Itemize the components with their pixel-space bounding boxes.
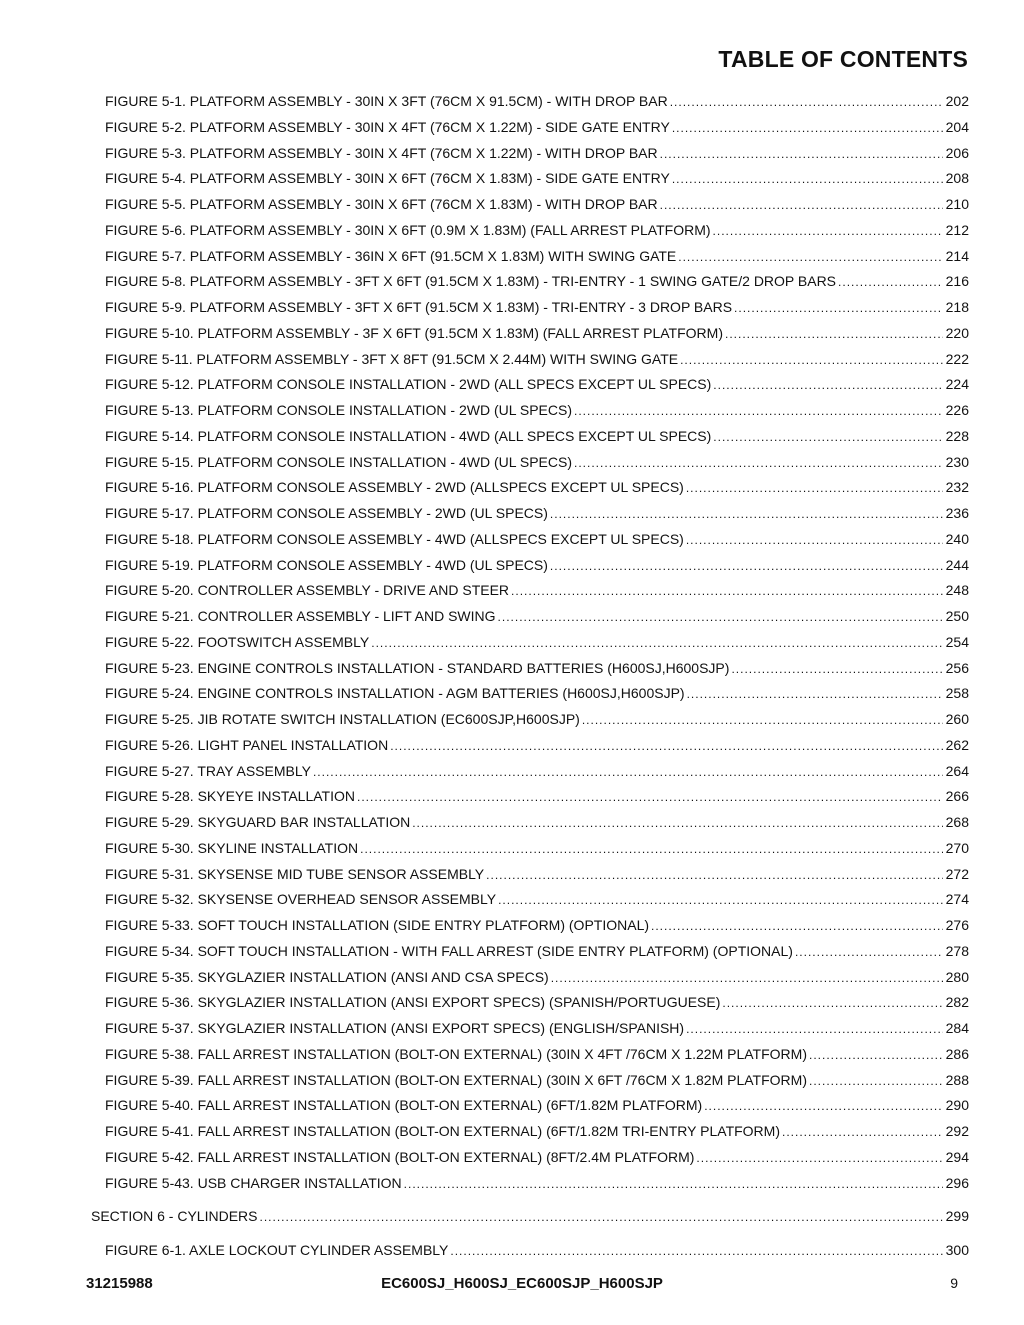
entry-title: FIGURE 5-35. SKYGLAZIER INSTALLATION (ANSI AND CSA SPECS): [105, 968, 549, 985]
toc-entry[interactable]: [91, 836, 969, 862]
entry-page-number: 276: [945, 917, 969, 933]
toc-entry[interactable]: [91, 681, 969, 707]
entry-page-number: 294: [945, 1148, 969, 1165]
entry-title: FIGURE 5-43. USB CHARGER INSTALLATION: [105, 1174, 402, 1191]
entry-page-number: 204: [945, 118, 969, 135]
entry-page-number: 296: [945, 1174, 969, 1191]
entry-title: FIGURE 5-23. ENGINE CONTROLS INSTALLATION - STANDARD BATTERIES (H600SJ,H600SJP): [105, 659, 730, 676]
entry-page-number: 206: [945, 144, 969, 161]
toc-entry[interactable]: [91, 424, 969, 450]
entry-title: FIGURE 5-32. SKYSENSE OVERHEAD SENSOR ASSEMBLY: [105, 891, 497, 908]
dot-leader: [357, 784, 943, 810]
entry-page-number: 228: [945, 427, 969, 444]
entry-title: FIGURE 5-11. PLATFORM ASSEMBLY - 3FT X 8FT (91.5CM X 2.44M) WITH SWING GATE: [105, 350, 679, 367]
dot-leader: [486, 862, 942, 888]
dot-leader: [313, 759, 943, 785]
toc-entry[interactable]: [91, 450, 969, 476]
entry-page-number: 214: [945, 247, 969, 264]
toc-entry[interactable]: [91, 89, 969, 115]
toc-entry[interactable]: [91, 939, 969, 965]
entry-page-number: 264: [945, 762, 969, 779]
dot-leader: [412, 810, 942, 836]
entry-title: FIGURE 5-31. SKYSENSE MID TUBE SENSOR ASSEMBLY: [105, 865, 485, 882]
entry-title: FIGURE 5-30. SKYLINE INSTALLATION: [105, 839, 359, 856]
entry-title: FIGURE 5-2. PLATFORM ASSEMBLY - 30IN X 4FT (76CM X 1.22M) - SIDE GATE ENTRY: [105, 118, 670, 135]
dot-leader: [511, 578, 943, 604]
entry-page-number: 272: [945, 865, 969, 882]
entry-page-number: 222: [945, 350, 969, 367]
toc-entry[interactable]: [91, 553, 969, 579]
dot-leader: [550, 553, 943, 579]
toc-entry[interactable]: [91, 398, 969, 424]
entry-title: FIGURE 5-18. PLATFORM CONSOLE ASSEMBLY - 4WD (ALLSPECS EXCEPT UL SPECS): [105, 530, 684, 547]
toc-entry[interactable]: [91, 527, 969, 553]
entry-page-number: 210: [945, 196, 969, 212]
dot-leader: [678, 244, 942, 270]
entry-page-number: 292: [945, 1123, 969, 1139]
entry-page-number: 274: [945, 891, 969, 908]
toc-entry[interactable]: [91, 1171, 969, 1197]
dot-leader: [809, 1068, 943, 1094]
entry-title: FIGURE 6-1. AXLE LOCKOUT CYLINDER ASSEMBLY: [105, 1242, 449, 1258]
dot-leader: [582, 707, 943, 733]
dot-leader: [651, 913, 943, 939]
entry-title: FIGURE 5-9. PLATFORM ASSEMBLY - 3FT X 6FT (91.5CM X 1.83M) - TRI-ENTRY - 3 DROP BARS: [105, 299, 733, 315]
entry-title: FIGURE 5-42. FALL ARREST INSTALLATION (BOLT-ON EXTERNAL) (8FT/2.4M PLATFORM): [105, 1148, 695, 1165]
toc-entry[interactable]: [91, 372, 969, 398]
toc-entry[interactable]: [91, 1145, 969, 1171]
entry-title: FIGURE 5-33. SOFT TOUCH INSTALLATION (SIDE ENTRY PLATFORM) (OPTIONAL): [105, 917, 650, 933]
toc-entry[interactable]: [91, 630, 969, 656]
entry-title: FIGURE 5-24. ENGINE CONTROLS INSTALLATION - AGM BATTERIES (H600SJ,H600SJP): [105, 685, 685, 702]
entry-page-number: 280: [945, 968, 969, 985]
entry-page-number: 240: [945, 530, 969, 547]
entry-title: FIGURE 5-38. FALL ARREST INSTALLATION (BOLT-ON EXTERNAL) (30IN X 4FT /76CM X 1.22M PLATFORM): [105, 1045, 807, 1062]
entry-page-number: 232: [945, 479, 969, 496]
dot-leader: [660, 141, 943, 167]
toc-section-entry[interactable]: [91, 1204, 969, 1230]
page-number: 9: [950, 1275, 958, 1291]
toc-entry[interactable]: [91, 990, 969, 1016]
dot-leader: [686, 1016, 943, 1042]
toc-entry[interactable]: [91, 965, 969, 991]
toc-entry[interactable]: [91, 166, 969, 192]
toc-entry[interactable]: [91, 475, 969, 501]
entry-page-number: 278: [945, 942, 969, 959]
entry-page-number: 299: [945, 1208, 969, 1225]
entry-title: FIGURE 5-41. FALL ARREST INSTALLATION (BOLT-ON EXTERNAL) (6FT/1.82M TRI-ENTRY PLATFORM): [105, 1123, 780, 1139]
dot-leader: [498, 887, 943, 913]
toc-entry[interactable]: [91, 810, 969, 836]
toc-entry[interactable]: [91, 295, 969, 321]
toc-entry[interactable]: [91, 218, 969, 244]
dot-leader: [670, 89, 943, 115]
dot-leader: [722, 990, 942, 1016]
dot-leader: [795, 939, 943, 965]
entry-page-number: 270: [945, 839, 969, 856]
dot-leader: [713, 424, 942, 450]
entry-page-number: 230: [945, 453, 969, 470]
entry-page-number: 256: [945, 659, 969, 676]
toc-entry[interactable]: [91, 784, 969, 810]
entry-title: FIGURE 5-16. PLATFORM CONSOLE ASSEMBLY - 2WD (ALLSPECS EXCEPT UL SPECS): [105, 479, 684, 496]
dot-leader: [574, 398, 943, 424]
entry-title: FIGURE 5-37. SKYGLAZIER INSTALLATION (ANSI EXPORT SPECS) (ENGLISH/SPANISH): [105, 1020, 685, 1036]
entry-page-number: 290: [945, 1097, 969, 1114]
dot-leader: [686, 527, 943, 553]
entry-title: FIGURE 5-36. SKYGLAZIER INSTALLATION (ANSI EXPORT SPECS) (SPANISH/PORTUGUESE): [105, 994, 721, 1011]
dot-leader: [713, 218, 943, 244]
dot-leader: [498, 604, 943, 630]
entry-title: FIGURE 5-20. CONTROLLER ASSEMBLY - DRIVE AND STEER: [105, 582, 510, 599]
toc-entry[interactable]: [91, 321, 969, 347]
dot-leader: [672, 115, 943, 141]
entry-title: FIGURE 5-1. PLATFORM ASSEMBLY - 30IN X 3FT (76CM X 91.5CM) - WITH DROP BAR: [105, 93, 668, 109]
entry-title: SECTION 6 - CYLINDERS: [91, 1208, 258, 1225]
dot-leader: [704, 1093, 942, 1119]
toc-entry[interactable]: [91, 115, 969, 141]
entry-page-number: 244: [945, 556, 969, 573]
entry-title: FIGURE 5-27. TRAY ASSEMBLY: [105, 762, 311, 779]
dot-leader: [782, 1119, 943, 1145]
entry-page-number: 286: [945, 1045, 969, 1062]
entry-title: FIGURE 5-14. PLATFORM CONSOLE INSTALLATION - 4WD (ALL SPECS EXCEPT UL SPECS): [105, 427, 712, 444]
dot-leader: [660, 192, 943, 218]
entry-page-number: 224: [945, 376, 969, 393]
dot-leader: [809, 1042, 943, 1068]
entry-page-number: 216: [945, 273, 969, 290]
toc-entry[interactable]: [91, 1119, 969, 1145]
toc-entry[interactable]: [91, 733, 969, 759]
entry-page-number: 300: [945, 1242, 969, 1258]
toc-entry[interactable]: [91, 1016, 969, 1042]
toc-entry[interactable]: [91, 192, 969, 218]
entry-page-number: 208: [945, 170, 969, 187]
toc-entry[interactable]: [91, 141, 969, 167]
entry-page-number: 282: [945, 994, 969, 1011]
toc-entry[interactable]: [91, 862, 969, 888]
entry-title: FIGURE 5-21. CONTROLLER ASSEMBLY - LIFT AND SWING: [105, 608, 496, 624]
toc-entry[interactable]: [91, 887, 969, 913]
dot-leader: [390, 733, 942, 759]
toc-entry[interactable]: [91, 1068, 969, 1094]
toc-entry[interactable]: [91, 501, 969, 527]
entry-title: FIGURE 5-7. PLATFORM ASSEMBLY - 36IN X 6FT (91.5CM X 1.83M) WITH SWING GATE: [105, 247, 677, 264]
toc-entry[interactable]: [91, 347, 969, 373]
document-number: 31215988: [86, 1275, 153, 1292]
entry-title: FIGURE 5-22. FOOTSWITCH ASSEMBLY: [105, 633, 370, 650]
dot-leader: [680, 347, 943, 373]
entry-title: FIGURE 5-39. FALL ARREST INSTALLATION (BOLT-ON EXTERNAL) (30IN X 6FT /76CM X 1.82M PLATFORM): [105, 1071, 807, 1088]
entry-title: FIGURE 5-26. LIGHT PANEL INSTALLATION: [105, 736, 389, 753]
entry-page-number: 212: [945, 221, 969, 238]
toc-entry[interactable]: [91, 759, 969, 785]
entry-title: FIGURE 5-13. PLATFORM CONSOLE INSTALLATION - 2WD (UL SPECS): [105, 402, 573, 418]
entry-page-number: 258: [945, 685, 969, 702]
entry-page-number: 218: [945, 299, 969, 315]
dot-leader: [551, 965, 943, 991]
entry-page-number: 248: [945, 582, 969, 599]
entry-title: FIGURE 5-6. PLATFORM ASSEMBLY - 30IN X 6FT (0.9M X 1.83M) (FALL ARREST PLATFORM): [105, 221, 711, 238]
toc-entry[interactable]: [91, 244, 969, 270]
entry-title: FIGURE 5-4. PLATFORM ASSEMBLY - 30IN X 6FT (76CM X 1.83M) - SIDE GATE ENTRY: [105, 170, 670, 187]
entry-title: FIGURE 5-8. PLATFORM ASSEMBLY - 3FT X 6FT (91.5CM X 1.83M) - TRI-ENTRY - 1 SWING GATE/2 DROP BARS: [105, 273, 837, 290]
entry-title: FIGURE 5-29. SKYGUARD BAR INSTALLATION: [105, 814, 411, 830]
entry-title: FIGURE 5-17. PLATFORM CONSOLE ASSEMBLY - 2WD (UL SPECS): [105, 505, 548, 521]
model-name: EC600SJ_H600SJ_EC600SJP_H600SJP: [381, 1275, 663, 1292]
dot-leader: [734, 295, 943, 321]
entry-title: FIGURE 5-19. PLATFORM CONSOLE ASSEMBLY - 4WD (UL SPECS): [105, 556, 548, 573]
toc-entry[interactable]: [91, 1238, 969, 1264]
dot-leader: [686, 475, 943, 501]
entry-page-number: 202: [945, 93, 969, 109]
toc-entry[interactable]: [91, 913, 969, 939]
toc-entry[interactable]: [91, 1042, 969, 1068]
dot-leader: [838, 269, 943, 295]
entry-title: FIGURE 5-12. PLATFORM CONSOLE INSTALLATION - 2WD (ALL SPECS EXCEPT UL SPECS): [105, 376, 712, 393]
entry-page-number: 284: [945, 1020, 969, 1036]
dot-leader: [672, 166, 943, 192]
entry-page-number: 254: [945, 633, 969, 650]
entry-title: FIGURE 5-25. JIB ROTATE SWITCH INSTALLATION (EC600SJP,H600SJP): [105, 711, 580, 727]
toc-entry[interactable]: [91, 1093, 969, 1119]
dot-leader: [404, 1171, 943, 1197]
dot-leader: [713, 372, 942, 398]
entry-page-number: 236: [945, 505, 969, 521]
entry-page-number: 266: [945, 788, 969, 805]
entry-page-number: 226: [945, 402, 969, 418]
toc-entry[interactable]: [91, 707, 969, 733]
toc-entry[interactable]: [91, 604, 969, 630]
dot-leader: [687, 681, 943, 707]
entry-page-number: 262: [945, 736, 969, 753]
entry-title: FIGURE 5-34. SOFT TOUCH INSTALLATION - WITH FALL ARREST (SIDE ENTRY PLATFORM) (OPTIONAL): [105, 942, 793, 959]
dot-leader: [731, 656, 942, 682]
entry-page-number: 288: [945, 1071, 969, 1088]
entry-page-number: 250: [945, 608, 969, 624]
entry-title: FIGURE 5-15. PLATFORM CONSOLE INSTALLATION - 4WD (UL SPECS): [105, 453, 573, 470]
dot-leader: [371, 630, 942, 656]
entry-title: FIGURE 5-10. PLATFORM ASSEMBLY - 3F X 6FT (91.5CM X 1.83M) (FALL ARREST PLATFORM): [105, 324, 723, 341]
dot-leader: [259, 1204, 942, 1230]
entry-title: FIGURE 5-3. PLATFORM ASSEMBLY - 30IN X 4FT (76CM X 1.22M) - WITH DROP BAR: [105, 144, 658, 161]
entry-title: FIGURE 5-5. PLATFORM ASSEMBLY - 30IN X 6FT (76CM X 1.83M) - WITH DROP BAR: [105, 196, 658, 212]
dot-leader: [360, 836, 943, 862]
entry-title: FIGURE 5-40. FALL ARREST INSTALLATION (BOLT-ON EXTERNAL) (6FT/1.82M PLATFORM): [105, 1097, 703, 1114]
dot-leader: [696, 1145, 942, 1171]
toc-entry[interactable]: [91, 578, 969, 604]
section-spacer: [91, 1196, 969, 1204]
entry-title: FIGURE 5-28. SKYEYE INSTALLATION: [105, 788, 355, 805]
dot-leader: [450, 1238, 942, 1264]
dot-leader: [725, 321, 943, 347]
toc-entry[interactable]: [91, 656, 969, 682]
entry-page-number: 260: [945, 711, 969, 727]
section-spacer: [91, 1230, 969, 1238]
entry-page-number: 220: [945, 324, 969, 341]
entry-page-number: 268: [945, 814, 969, 830]
dot-leader: [550, 501, 943, 527]
dot-leader: [574, 450, 943, 476]
toc-entry[interactable]: [91, 269, 969, 295]
toc-list: [91, 89, 969, 1264]
page-title: TABLE OF CONTENTS: [718, 46, 968, 72]
